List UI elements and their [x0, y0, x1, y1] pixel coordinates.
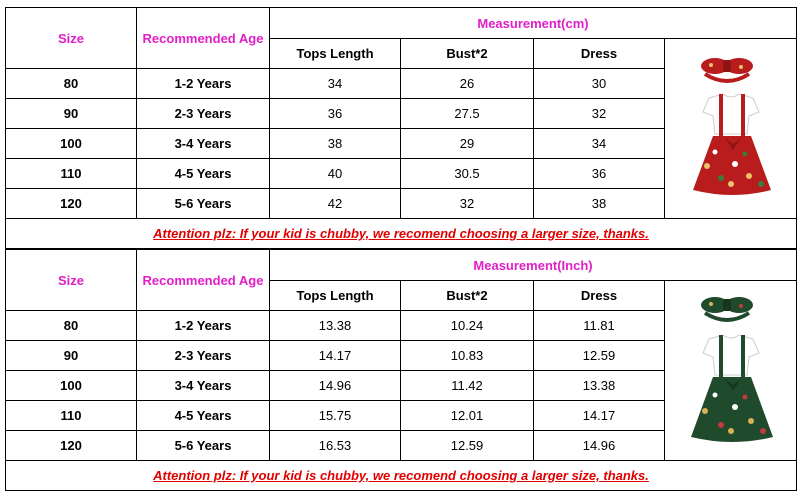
col-bust: Bust*2 [401, 39, 534, 69]
age-cell: 5-6 Years [137, 189, 270, 219]
recommended-age-header: Recommended Age [137, 8, 270, 69]
age-cell: 4-5 Years [137, 401, 270, 431]
product-image-green [665, 281, 797, 461]
attention-note: Attention plz: If your kid is chubby, we recomend choosing a larger size, thanks. [6, 461, 797, 491]
age-cell: 3-4 Years [137, 129, 270, 159]
dress-cell: 12.59 [534, 341, 665, 371]
size-cell: 100 [6, 129, 137, 159]
tops-length-cell: 15.75 [270, 401, 401, 431]
age-cell: 2-3 Years [137, 99, 270, 129]
size-cell: 80 [6, 311, 137, 341]
dress-cell: 13.38 [534, 371, 665, 401]
dress-cell: 34 [534, 129, 665, 159]
measurement-header: Measurement(cm) [270, 8, 797, 39]
bust-cell: 12.01 [401, 401, 534, 431]
col-tops-length: Tops Length [270, 281, 401, 311]
tops-length-cell: 13.38 [270, 311, 401, 341]
bust-cell: 32 [401, 189, 534, 219]
bust-cell: 10.24 [401, 311, 534, 341]
col-bust: Bust*2 [401, 281, 534, 311]
size-cell: 120 [6, 189, 137, 219]
size-cell: 110 [6, 159, 137, 189]
age-cell: 2-3 Years [137, 341, 270, 371]
bust-cell: 12.59 [401, 431, 534, 461]
age-cell: 4-5 Years [137, 159, 270, 189]
dress-cell: 32 [534, 99, 665, 129]
col-tops-length: Tops Length [270, 39, 401, 69]
dress-cell: 36 [534, 159, 665, 189]
dress-cell: 38 [534, 189, 665, 219]
col-dress: Dress [534, 39, 665, 69]
tops-length-cell: 34 [270, 69, 401, 99]
tops-length-cell: 40 [270, 159, 401, 189]
measurement-header: Measurement(Inch) [270, 250, 797, 281]
age-cell: 5-6 Years [137, 431, 270, 461]
tops-length-cell: 16.53 [270, 431, 401, 461]
col-dress: Dress [534, 281, 665, 311]
size-cell: 120 [6, 431, 137, 461]
red-outfit-illustration [675, 54, 787, 204]
tops-length-cell: 42 [270, 189, 401, 219]
tops-length-cell: 36 [270, 99, 401, 129]
size-cell: 90 [6, 99, 137, 129]
green-outfit-illustration [675, 291, 787, 451]
age-cell: 1-2 Years [137, 69, 270, 99]
bust-cell: 30.5 [401, 159, 534, 189]
age-cell: 1-2 Years [137, 311, 270, 341]
bust-cell: 11.42 [401, 371, 534, 401]
attention-note: Attention plz: If your kid is chubby, we recomend choosing a larger size, thanks. [6, 219, 797, 249]
recommended-age-header: Recommended Age [137, 250, 270, 311]
size-cell: 100 [6, 371, 137, 401]
bust-cell: 26 [401, 69, 534, 99]
bust-cell: 10.83 [401, 341, 534, 371]
bust-cell: 27.5 [401, 99, 534, 129]
size-cell: 110 [6, 401, 137, 431]
tops-length-cell: 14.17 [270, 341, 401, 371]
size-cell: 90 [6, 341, 137, 371]
age-cell: 3-4 Years [137, 371, 270, 401]
size-cell: 80 [6, 69, 137, 99]
size-header: Size [6, 250, 137, 311]
size-chart-inch [5, 249, 797, 491]
product-image-red [665, 39, 797, 219]
size-chart-cm [5, 7, 797, 249]
tops-length-cell: 14.96 [270, 371, 401, 401]
dress-cell: 14.96 [534, 431, 665, 461]
dress-cell: 14.17 [534, 401, 665, 431]
size-header: Size [6, 8, 137, 69]
tops-length-cell: 38 [270, 129, 401, 159]
bust-cell: 29 [401, 129, 534, 159]
dress-cell: 11.81 [534, 311, 665, 341]
dress-cell: 30 [534, 69, 665, 99]
